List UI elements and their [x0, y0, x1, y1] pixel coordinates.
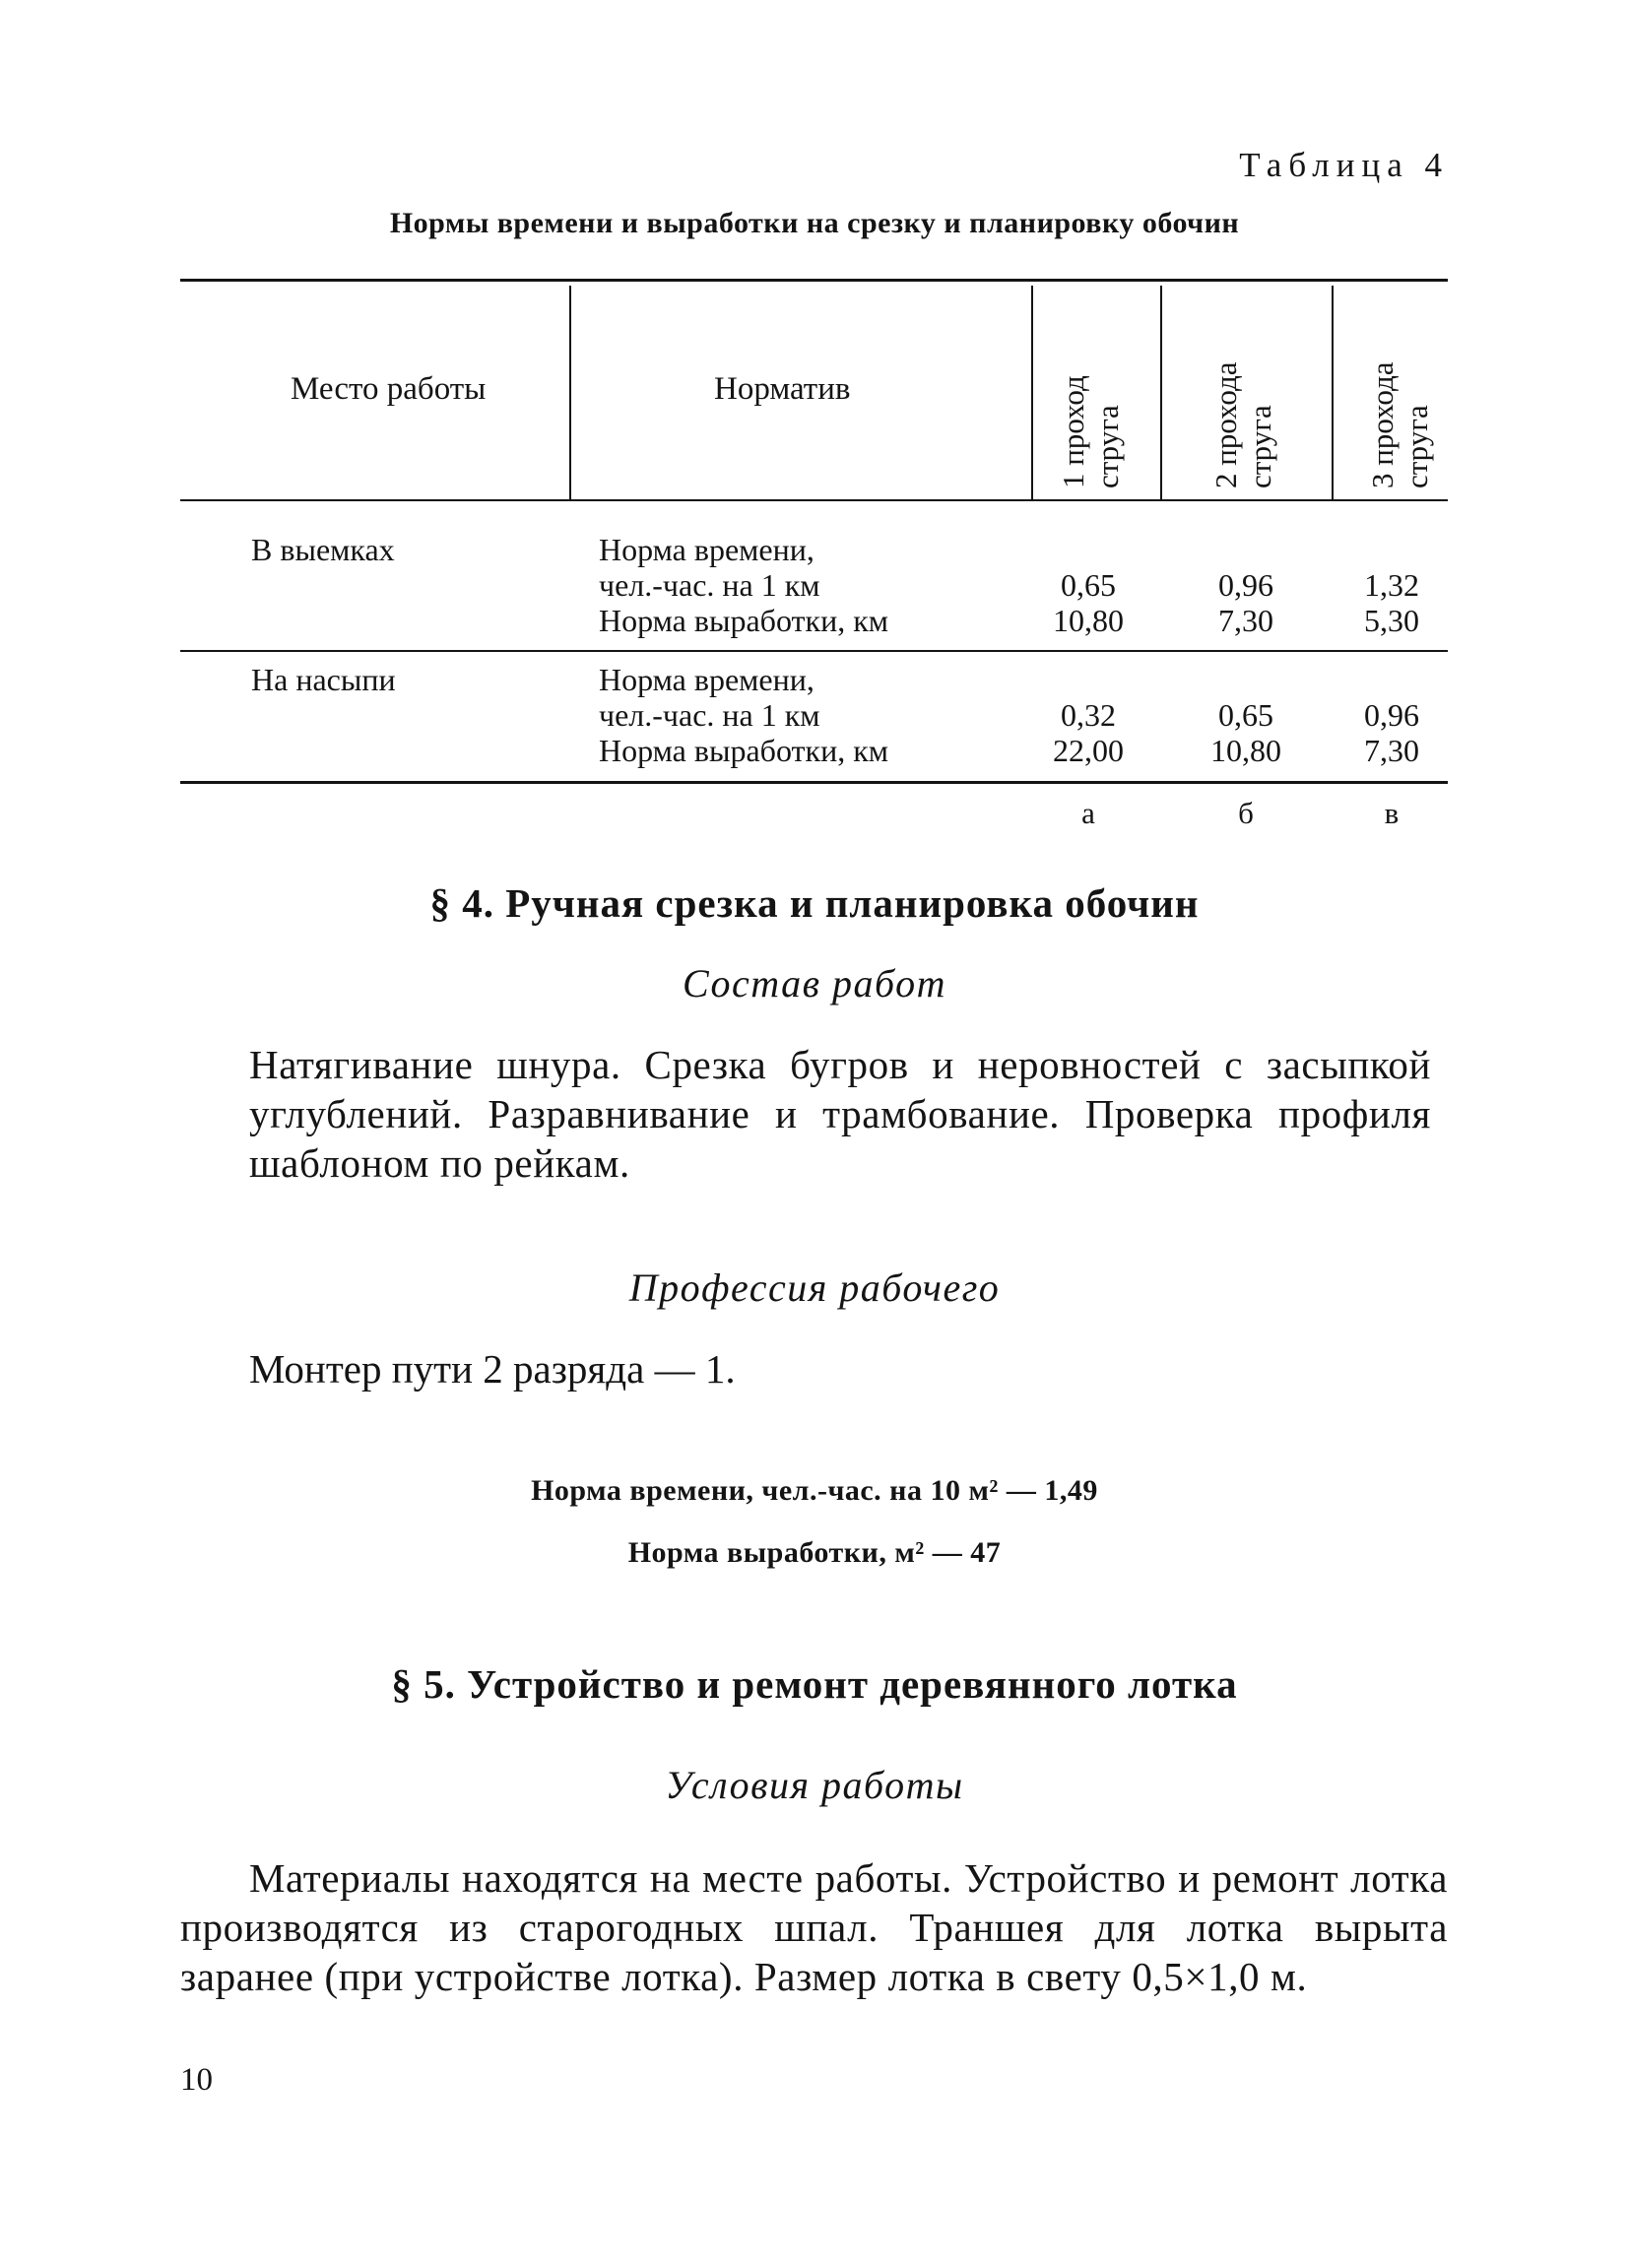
- section4-heading: § 4. Ручная срезка и планировка обочин: [429, 880, 1200, 926]
- section4-norm-time: Норма времени, чел.-час. на 10 м² — 1,49: [531, 1474, 1098, 1507]
- row1-time-1: 0,65: [1061, 567, 1116, 603]
- table-top-rule: [180, 279, 1448, 282]
- section4-composition-text: Натягивание шнура. Срезка бугров и неровностей с засыпкой углублений. Разравнивание и трамбование. Проверка профиля шаблоном по рейкам.: [249, 1042, 1431, 1186]
- row1-norm-line2: чел.-час. на 1 км: [599, 567, 820, 603]
- row2-output-2: 10,80: [1210, 733, 1281, 768]
- header-three-passes: 3 прохода струга: [1365, 361, 1434, 488]
- row2-output-1: 22,00: [1053, 733, 1124, 768]
- section4-profession-subheading: Профессия рабочего: [628, 1265, 1001, 1310]
- section5-conditions-text: Материалы находятся на месте работы. Устройство и ремонт лотка производятся из старогодных шпал. Траншея для лотка вырыта заранее (при устройстве лотка). Размер лотка в свету 0,5×1,0 м.: [180, 1855, 1448, 1999]
- row1-output-3: 5,30: [1364, 603, 1419, 638]
- row1-output-1: 10,80: [1053, 603, 1124, 638]
- column-key-b: б: [1238, 796, 1254, 830]
- row2-norm-line3: Норма выработки, км: [599, 733, 888, 768]
- header-norm: Норматив: [714, 371, 851, 407]
- row1-output-2: 7,30: [1218, 603, 1273, 638]
- section4-composition-subheading: Состав работ: [683, 961, 946, 1005]
- row1-norm-line3: Норма выработки, км: [599, 603, 888, 638]
- section5-conditions-subheading: Условия работы: [665, 1763, 964, 1807]
- header-one-pass: 1 проход струга: [1056, 375, 1125, 488]
- table-title: Нормы времени и выработки на срезку и планировку обочин: [389, 207, 1240, 239]
- section4-profession-text: Монтер пути 2 разряда — 1.: [249, 1346, 736, 1392]
- section5-heading: § 5. Устройство и ремонт деревянного лотка: [391, 1661, 1238, 1707]
- row2-norm-line1: Норма времени,: [599, 662, 814, 697]
- column-key-v: в: [1384, 796, 1400, 830]
- table-divider-2: [1031, 286, 1033, 499]
- row1-time-3: 1,32: [1364, 567, 1419, 603]
- row2-norm-line2: чел.-час. на 1 км: [599, 697, 820, 733]
- table-divider-3: [1160, 286, 1162, 499]
- table-row-rule: [180, 650, 1448, 652]
- row2-time-1: 0,32: [1061, 697, 1116, 733]
- row2-time-2: 0,65: [1218, 697, 1273, 733]
- page-number: 10: [180, 2062, 213, 2098]
- section4-norm-output: Норма выработки, м² — 47: [627, 1536, 1002, 1569]
- row2-place: На насыпи: [251, 662, 396, 697]
- table-label: Таблица 4: [1239, 146, 1449, 184]
- header-two-passes: 2 прохода струга: [1208, 361, 1277, 488]
- row2-time-3: 0,96: [1364, 697, 1419, 733]
- row1-place: В выемках: [251, 532, 395, 567]
- table-divider-1: [569, 286, 571, 499]
- header-place: Место работы: [291, 371, 487, 407]
- table-divider-4: [1332, 286, 1334, 499]
- table-bottom-rule: [180, 781, 1448, 784]
- column-key-a: а: [1081, 796, 1095, 830]
- row1-time-2: 0,96: [1218, 567, 1273, 603]
- row2-output-3: 7,30: [1364, 733, 1419, 768]
- table-header-rule: [180, 499, 1448, 501]
- row1-norm-line1: Норма времени,: [599, 532, 814, 567]
